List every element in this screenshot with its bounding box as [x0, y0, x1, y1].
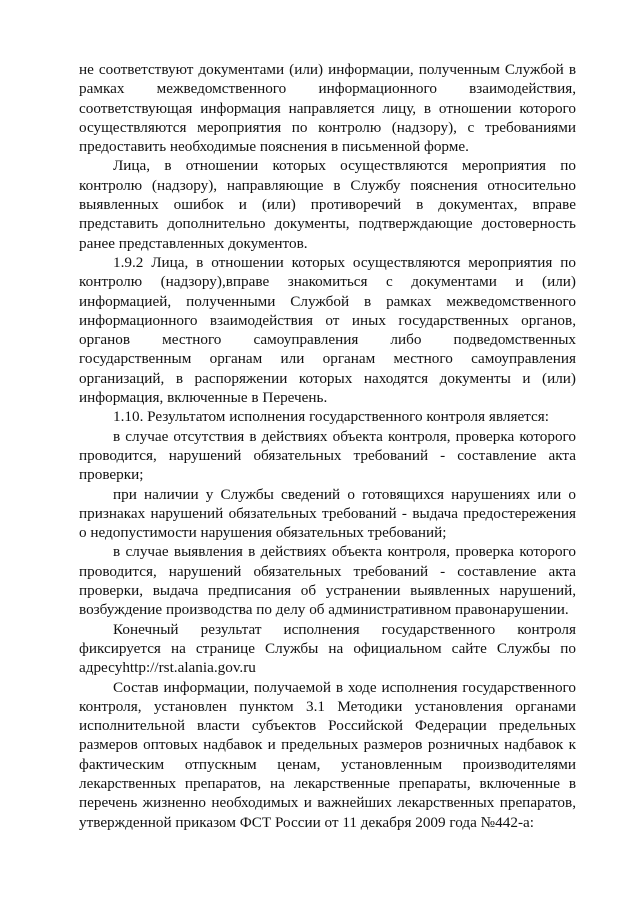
paragraph-1: не соответствуют документами (или) информации, полученным Службой в рамках межведомственного информационного взаимодействия, соответствующая информация направляется лицу, в отношении которого осуществляются мероприятия по контролю (надзору), с требованиями предоставить необходимые пояснения в письменной форме.	[79, 61, 576, 156]
paragraph-4: 1.10. Результатом исполнения государственного контроля является:	[113, 408, 549, 426]
paragraph-7: в случае выявления в действиях объекта контроля, проверка которого проводится, нарушений обязательных требований - составление акта проверки, выдача предписания об устранении выявленных нарушений, возбуждение производства по делу об административном правонарушении.	[79, 543, 576, 619]
paragraph-2: Лица, в отношении которых осуществляются мероприятия по контролю (надзору), направляющие в Службу пояснения относительно выявленных ошибок и (или) противоречий в документах, вправе представить дополнительно документы, подтверждающие достоверность ранее представленных документов.	[79, 157, 576, 252]
paragraph-5: в случае отсутствия в действиях объекта контроля, проверка которого проводится, нарушений обязательных требований - составление акта проверки;	[79, 427, 576, 484]
paragraph-8: Конечный результат исполнения государственного контроля фиксируется на странице Службы на официальном сайте Службы по адресуhttp://rst.alania.gov.ru	[79, 620, 576, 677]
paragraph-3: 1.9.2 Лица, в отношении которых осуществляются мероприятия по контролю (надзору),вправе знакомиться с документами и (или) информацией, полученными Службой в рамках межведомственного информационного взаимодействия от иных государственных органов, органов местного самоуправления либо подведомственных государственным органам или органам местного самоуправления организаций, в распоряжении которых находятся документы и (или) информация, включенные в Перечень.	[79, 253, 576, 407]
paragraph-6: при наличии у Службы сведений о готовящихся нарушениях или о признаках нарушений обязательных требований - выдача предостережения о недопустимости нарушения обязательных требований;	[79, 485, 576, 542]
paragraph-9: Состав информации, получаемой в ходе исполнения государственного контроля, установлен пунктом 3.1 Методики установления органами исполнительной власти субъектов Российской Федерации предельных размеров оптовых надбавок и предельных размеров розничных надбавок к фактическим отпускным ценам, установленным производителями лекарственных препаратов, на лекарственные препараты, включенные в перечень жизненно необходимых и важнейших лекарственных препаратов, утвержденной приказом ФСТ России от 11 декабря 2009 года №442-а:	[79, 678, 576, 831]
document-body	[79, 60, 576, 832]
